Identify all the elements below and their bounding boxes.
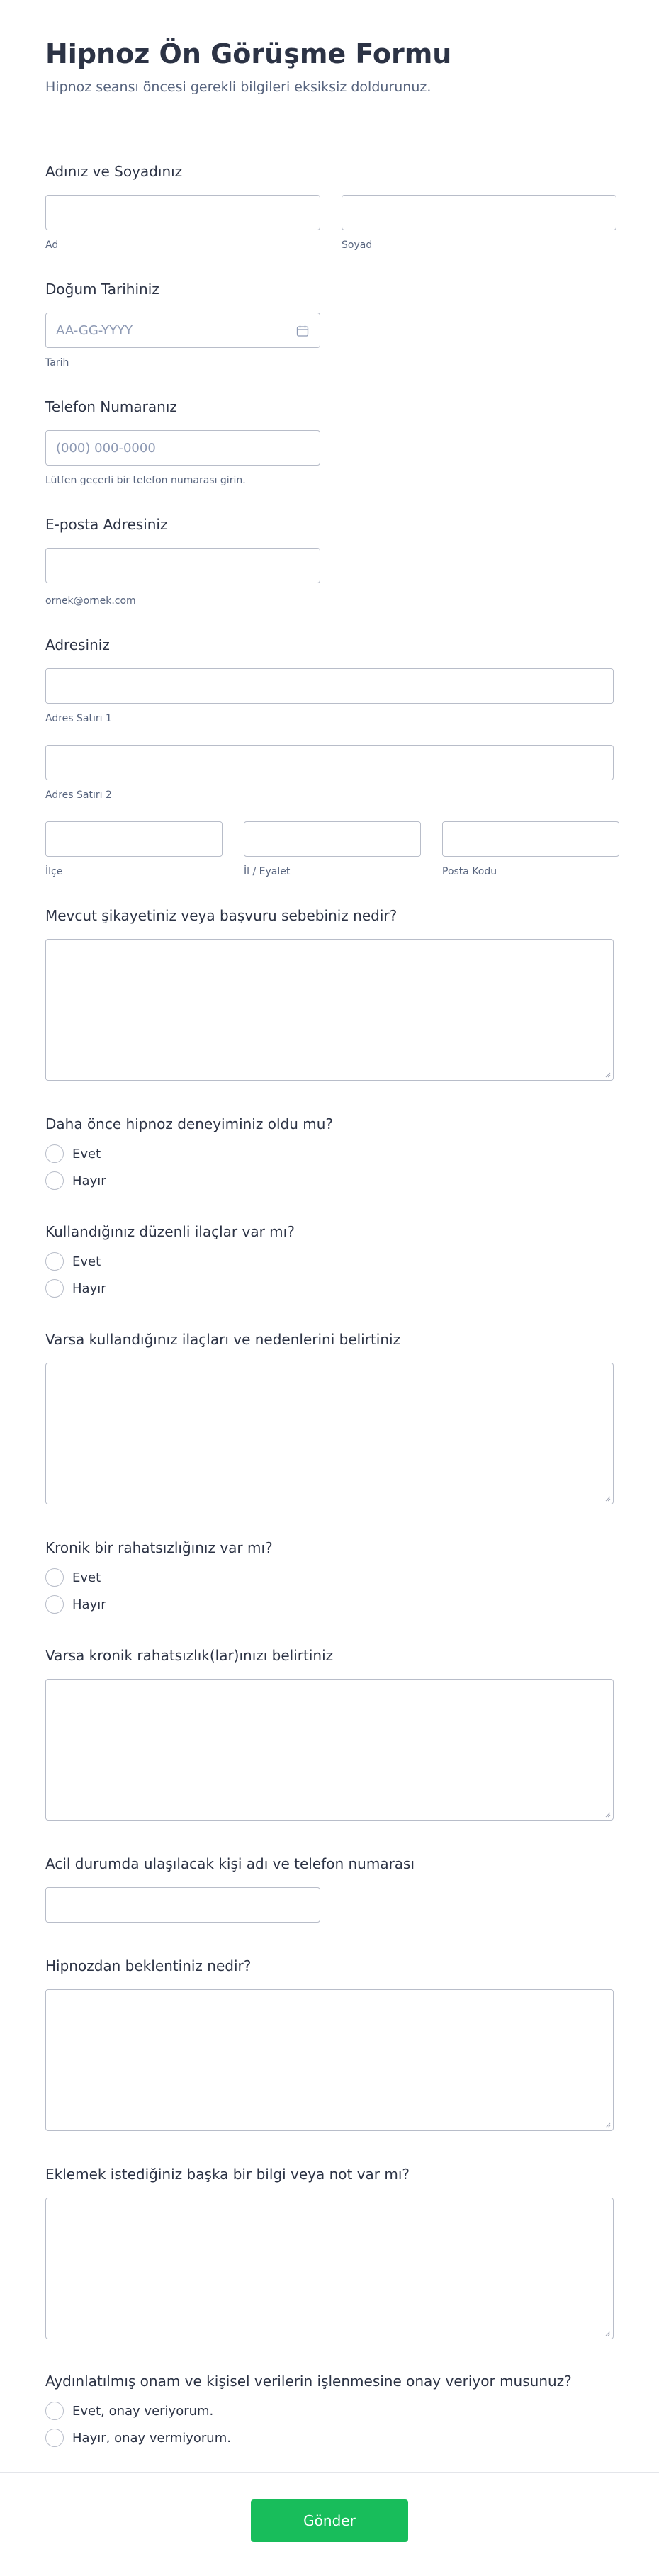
resize-grip-icon[interactable] (604, 2329, 611, 2336)
medications-detail-textarea[interactable] (45, 1363, 614, 1504)
medications-option-yes[interactable] (45, 1252, 614, 1271)
radio-button[interactable] (45, 1171, 64, 1190)
address-field (45, 636, 614, 878)
province-sublabel: İl / Eyalet (244, 866, 291, 877)
last-name-input[interactable] (342, 195, 616, 230)
province-input[interactable] (244, 821, 421, 857)
emergency-contact-field (45, 1855, 614, 1923)
phone-field (45, 398, 614, 487)
resize-grip-icon[interactable] (604, 1811, 611, 1818)
resize-grip-icon[interactable] (604, 1071, 611, 1078)
consent-option-no[interactable] (45, 2429, 614, 2447)
complaint-field (45, 906, 614, 1081)
medications-label: Kullandığınız düzenli ilaçlar var mı? (45, 1223, 295, 1240)
email-label: E-posta Adresiniz (45, 516, 168, 533)
consent-field (45, 2372, 614, 2447)
birth-date-input[interactable] (45, 313, 320, 348)
radio-label: Hayır (72, 1281, 106, 1296)
radio-button[interactable] (45, 1144, 64, 1163)
chronic-option-yes[interactable] (45, 1568, 614, 1587)
form-header (0, 0, 659, 125)
complaint-textarea[interactable] (45, 939, 614, 1081)
chronic-detail-textarea[interactable] (45, 1679, 614, 1821)
additional-notes-label: Eklemek istediğiniz başka bir bilgi veya not var mı? (45, 2166, 410, 2183)
emergency-contact-input[interactable] (45, 1887, 320, 1923)
radio-button[interactable] (45, 1279, 64, 1298)
expectation-field (45, 1957, 614, 2131)
first-name-input[interactable] (45, 195, 320, 230)
hypnosis-before-field (45, 1115, 614, 1190)
address-line1-input[interactable] (45, 668, 614, 704)
last-name-sublabel: Soyad (342, 240, 373, 251)
hypnosis-before-option-yes[interactable] (45, 1144, 614, 1163)
birth-date-field (45, 280, 614, 369)
address-line2-sublabel: Adres Satırı 2 (45, 789, 112, 801)
expectation-label: Hipnozdan beklentiniz nedir? (45, 1957, 252, 1974)
radio-label: Evet (72, 1254, 101, 1269)
complaint-label: Mevcut şikayetiniz veya başvuru sebebiniz nedir? (45, 907, 398, 924)
medications-detail-label: Varsa kullandığınız ilaçları ve nedenlerini belirtiniz (45, 1331, 401, 1348)
email-field (45, 515, 614, 607)
resize-grip-icon[interactable] (604, 1495, 611, 1502)
radio-button[interactable] (45, 1252, 64, 1271)
additional-notes-field (45, 2165, 614, 2339)
chronic-field (45, 1539, 614, 1614)
address-line2-input[interactable] (45, 745, 614, 780)
chronic-detail-field (45, 1646, 614, 1821)
postal-code-sublabel: Posta Kodu (442, 866, 497, 877)
name-field (45, 154, 614, 252)
radio-button[interactable] (45, 2429, 64, 2447)
birth-date-sublabel: Tarih (45, 357, 69, 369)
address-line1-sublabel: Adres Satırı 1 (45, 713, 112, 724)
medications-option-no[interactable] (45, 1279, 614, 1298)
email-sublabel: ornek@ornek.com (45, 595, 136, 607)
medications-field (45, 1222, 614, 1298)
submit-button[interactable]: Gönder (251, 2499, 408, 2542)
expectation-textarea[interactable] (45, 1989, 614, 2131)
district-sublabel: İlçe (45, 866, 63, 877)
chronic-detail-label: Varsa kronik rahatsızlık(lar)ınızı belirtiniz (45, 1647, 334, 1664)
radio-label: Hayır (72, 1597, 106, 1612)
consent-option-yes[interactable] (45, 2402, 614, 2420)
additional-notes-textarea[interactable] (45, 2198, 614, 2339)
birth-date-label: Doğum Tarihiniz (45, 281, 159, 298)
medications-detail-field (45, 1330, 614, 1504)
phone-placeholder: (000) 000-0000 (56, 440, 156, 456)
radio-label: Evet (72, 1146, 101, 1162)
phone-sublabel: Lütfen geçerli bir telefon numarası girin. (45, 475, 246, 486)
chronic-option-no[interactable] (45, 1595, 614, 1614)
hypnosis-before-option-no[interactable] (45, 1171, 614, 1190)
radio-label: Evet, onay veriyorum. (72, 2403, 214, 2419)
phone-label: Telefon Numaranız (45, 398, 177, 415)
form-content (0, 125, 659, 2447)
radio-button[interactable] (45, 2402, 64, 2420)
name-label: Adınız ve Soyadınız (45, 163, 183, 180)
radio-button[interactable] (45, 1568, 64, 1587)
first-name-sublabel: Ad (45, 240, 59, 251)
calendar-icon[interactable] (295, 324, 310, 338)
form-subtitle: Hipnoz seansı öncesi gerekli bilgileri eksiksiz doldurunuz. (45, 79, 432, 95)
radio-button[interactable] (45, 1595, 64, 1614)
email-input[interactable] (45, 548, 320, 583)
form-footer (0, 2472, 659, 2576)
consent-label: Aydınlatılmış onam ve kişisel verilerin işlenmesine onay veriyor musunuz? (45, 2373, 572, 2390)
radio-label: Hayır (72, 1173, 106, 1188)
phone-input[interactable] (45, 430, 320, 466)
birth-date-placeholder: AA-GG-YYYY (56, 322, 133, 338)
address-label: Adresiniz (45, 636, 110, 653)
emergency-contact-label: Acil durumda ulaşılacak kişi adı ve telefon numarası (45, 1855, 415, 1872)
resize-grip-icon[interactable] (604, 2121, 611, 2128)
chronic-label: Kronik bir rahatsızlığınız var mı? (45, 1539, 273, 1556)
form-title: Hipnoz Ön Görüşme Formu (45, 38, 452, 69)
radio-label: Evet (72, 1570, 101, 1585)
district-input[interactable] (45, 821, 223, 857)
hypnosis-before-label: Daha önce hipnoz deneyiminiz oldu mu? (45, 1115, 334, 1132)
radio-label: Hayır, onay vermiyorum. (72, 2430, 231, 2446)
postal-code-input[interactable] (442, 821, 619, 857)
